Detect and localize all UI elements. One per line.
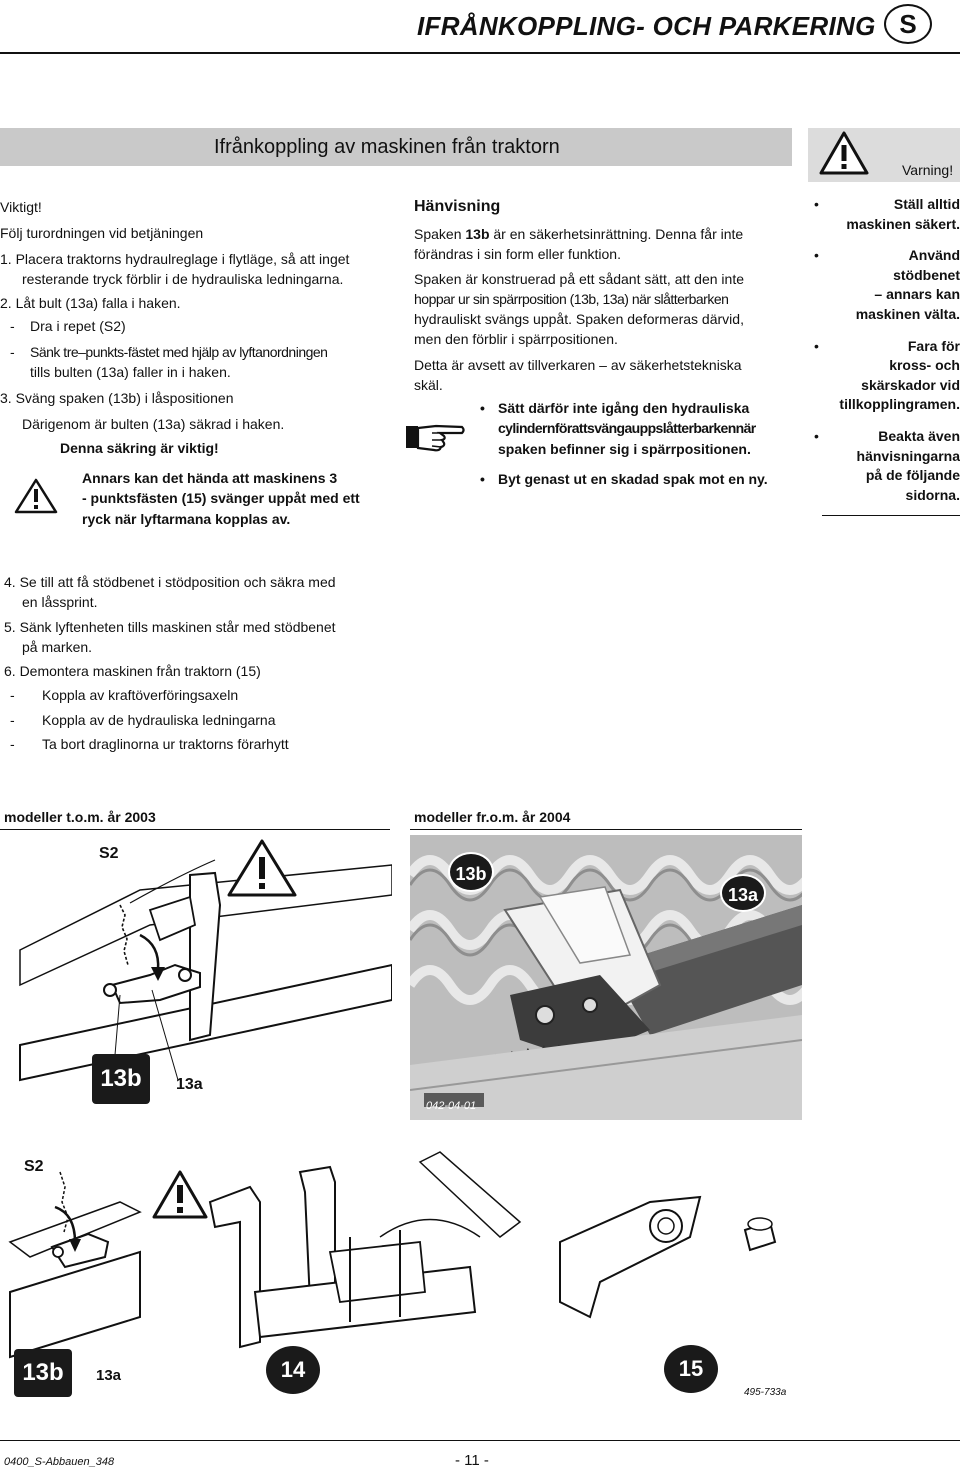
p2-line-2: hoppar ur sin spärrposition (13b, 13a) när slåtterbarken xyxy=(414,291,729,308)
language-badge: S xyxy=(884,4,932,44)
p1-part-b: 13b xyxy=(465,225,490,242)
fig3-label-s2: S2 xyxy=(24,1158,44,1175)
page-header-title: IFRÅNKOPPLING- OCH PARKERING xyxy=(417,11,876,41)
step-6-dash-1: - Koppla av kraftöverföringsaxeln xyxy=(4,685,394,705)
step-6: 6. Demontera maskinen från traktorn (15) xyxy=(4,663,261,680)
fig3-label-13a: 13a xyxy=(96,1367,122,1384)
warning-triangle-icon xyxy=(818,130,870,176)
steps-4-6 xyxy=(4,572,394,754)
warning-line-2: - punktsfästen (15) svänger uppåt med ett xyxy=(82,490,360,507)
p1-part-a: Spaken xyxy=(414,225,466,242)
step-5-line-1: 5. Sänk lyftenheten tills maskinen står med stödbenet xyxy=(4,618,336,635)
step-3-sub: Därigenom är bulten (13a) säkrad i haken. xyxy=(22,415,285,432)
r3-line-4: tillkopplingramen. xyxy=(839,396,960,413)
dash-item-1-text: Dra i repet (S2) xyxy=(30,318,126,335)
fig3-badge-14: 14 xyxy=(266,1346,320,1394)
r4-line-3: på de följande xyxy=(865,467,960,484)
fig2-badge-13b: 13b xyxy=(448,852,494,892)
r1-line-2: maskinen säkert. xyxy=(846,215,960,232)
caption-models-from-2004: modeller fr.o.m. år 2004 xyxy=(414,809,571,825)
b1-line-3: spaken befinner sig i spärrpositionen. xyxy=(498,440,751,457)
dash-item-1: - Dra i repet (S2) xyxy=(0,317,395,337)
r3-line-1: • Fara för xyxy=(907,337,960,354)
middle-column xyxy=(414,196,794,396)
p2-line-3: hydrauliskt svängs uppåt. Spaken deformeras därvid, xyxy=(414,311,744,328)
p2-line-1: Spaken är konstruerad på ett sådant sätt, att den inte xyxy=(414,271,744,288)
fig2-badge-13a: 13a xyxy=(720,874,766,912)
section-title: Ifrånkoppling av maskinen från traktorn xyxy=(214,136,560,158)
emphasis-text: Denna säkring är viktig! xyxy=(60,439,219,456)
r2-line-3: – annars kan xyxy=(874,286,960,303)
step-6-dash-3-text: Ta bort draglinorna ur traktorns förarhytt xyxy=(42,736,289,753)
fig1-label-13a: 13a xyxy=(176,1076,203,1093)
fig2-photo-code: 042-04-01 xyxy=(426,1100,477,1112)
fig3-drawing-code: 495-733a xyxy=(744,1387,787,1398)
r2-line-1: • Använd xyxy=(908,247,960,264)
pointing-hand-icon xyxy=(404,418,466,454)
caption-right-rule xyxy=(410,829,802,830)
step-4-line-2: en låssprint. xyxy=(22,594,98,611)
header-rule xyxy=(0,52,960,54)
note-bullet-1 xyxy=(480,398,792,459)
step-3: 3. Sväng spaken (13b) i låspositionen xyxy=(0,390,234,406)
r4-line-2: hänvisningarna xyxy=(856,447,960,464)
note-heading: Hänvisning xyxy=(414,198,501,215)
step-6-dash-3: - Ta bort draglinorna ur traktorns förarhytt xyxy=(4,734,394,754)
caution-triangle-icon xyxy=(14,478,58,514)
step-1-line-1: 1. Placera traktorns hydraulreglage i flytläge, så att inget xyxy=(0,250,350,267)
p3-line-2: skäl. xyxy=(414,376,443,393)
note-paragraph-3 xyxy=(414,356,794,396)
important-heading: Viktigt! xyxy=(0,199,42,215)
r4-line-4: sidorna. xyxy=(905,486,960,503)
warning-line-3: ryck när lyftarmana kopplas av. xyxy=(82,510,291,527)
warning-item-1 xyxy=(812,195,960,234)
footer-page-number: - 11 - xyxy=(455,1452,489,1469)
dash-item-2-text: Sänk tre–punkts-fästet med hjälp av lyftanordningen xyxy=(30,344,328,361)
warning-list-rule xyxy=(822,515,960,516)
warning-item-3 xyxy=(812,337,960,415)
b2-line-1: • Byt genast ut en skadad spak mot en ny. xyxy=(498,470,768,487)
caption-models-to-2003: modeller t.o.m. år 2003 xyxy=(4,809,156,825)
p1-part-c: är en säkerhetsinrättning. Denna får inte xyxy=(489,225,744,242)
fig1-badge-13b: 13b xyxy=(92,1054,150,1104)
dash-item-2-cont: tills bulten (13a) faller in i haken. xyxy=(30,364,231,381)
intro-text: Följ turordningen vid betjäningen xyxy=(0,224,204,241)
step-1-line-2: resterande tryck förblir i de hydrauliska ledningarna. xyxy=(22,270,344,287)
r3-line-2: kross- och xyxy=(889,357,960,374)
warning-list xyxy=(812,195,960,517)
warning-item-4 xyxy=(812,427,960,505)
warning-label: Varning! xyxy=(902,162,954,178)
step-5-line-2: på marken. xyxy=(22,638,93,655)
left-column xyxy=(0,198,395,459)
r3-line-3: skärskador vid xyxy=(861,376,960,393)
warning-item-2 xyxy=(812,246,960,324)
warning-line-1: Annars kan det hända att maskinens 3 xyxy=(82,470,338,486)
p3-line-1: Detta är avsett av tillverkaren – av säkerhetstekniska xyxy=(414,356,742,373)
note-paragraph-2 xyxy=(414,270,794,350)
step-6-dash-2-text: Koppla av de hydrauliska ledningarna xyxy=(42,711,276,728)
warning-paragraph xyxy=(82,468,382,529)
r1-line-1: • Ställ alltid xyxy=(893,196,960,212)
dash-item-2: - Sänk tre–punkts-fästet med hjälp av lyftanordningen xyxy=(0,343,395,363)
step-6-dash-1-text: Koppla av kraftöverföringsaxeln xyxy=(42,687,239,704)
note-paragraph-1 xyxy=(414,225,794,265)
b1-line-1: • Sätt därför inte igång den hydrauliska xyxy=(498,400,750,416)
note-bullet-2 xyxy=(480,469,792,489)
r2-line-4: maskinen välta. xyxy=(855,305,960,322)
r4-line-1: • Beakta även xyxy=(878,427,960,444)
step-6-dash-2: - Koppla av de hydrauliska ledningarna xyxy=(4,710,394,730)
footer-rule xyxy=(0,1440,960,1441)
footer-doc-id: 0400_S-Abbauen_348 xyxy=(4,1456,115,1468)
b1-line-2: cylindernförattsvängauppslåtterbarkennär xyxy=(498,420,756,437)
fig3-badge-13b: 13b xyxy=(14,1349,72,1397)
p2-line-4: men den förblir i spärrpositionen. xyxy=(414,331,618,348)
p1-part-d: förändras i sin form eller funktion. xyxy=(414,245,621,262)
fig3-badge-15: 15 xyxy=(664,1345,718,1393)
note-bullets xyxy=(480,398,792,489)
caption-left-rule xyxy=(0,829,390,830)
fig1-label-s2: S2 xyxy=(99,845,119,862)
r2-line-2: stödbenet xyxy=(893,266,960,283)
step-2: 2. Låt bult (13a) falla i haken. xyxy=(0,294,181,311)
step-4-line-1: 4. Se till att få stödbenet i stödposition och säkra med xyxy=(4,574,336,590)
